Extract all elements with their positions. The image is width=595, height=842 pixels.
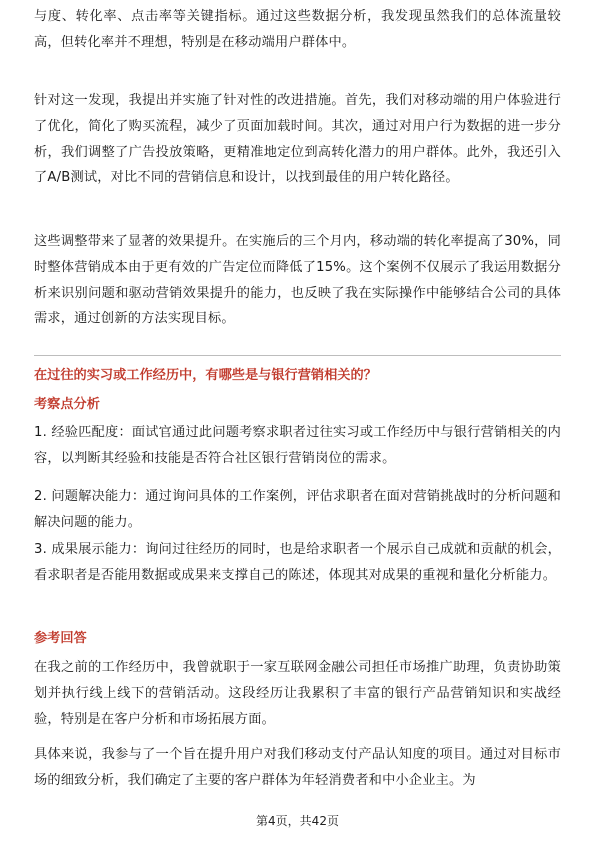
interview-question: 在过往的实习或工作经历中，有哪些是与银行营销相关的？ bbox=[34, 368, 377, 383]
answer-paragraph-1: 在我之前的工作经历中，我曾就职于一家互联网金融公司担任市场推广助理，负责协助策划并执行线上线下的营销活动。这段经历让我累积了丰富的银行产品营销知识和实战经验，特别是在客户分析和市场拓展方面。 bbox=[34, 660, 561, 727]
analysis-item-1: 1. 经验匹配度：面试官通过此问题考察求职者过往实习或工作经历中与银行营销相关的内容，以判断其经验和技能是否符合社区银行营销岗位的需求。 bbox=[34, 425, 561, 466]
analysis-title: 考察点分析 bbox=[34, 397, 100, 412]
intro-paragraph-3: 这些调整带来了显著的效果提升。在实施后的三个月内，移动端的转化率提高了30%，同时整体营销成本由于更有效的广告定位而降低了15%。这个案例不仅展示了我运用数据分析来识别问题和驱动营销效果提升的能力，也反映了我在实际操作中能够结合公司的具体需求，通过创新的方法实现目标。 bbox=[34, 234, 561, 327]
intro-paragraph-1: 与度、转化率、点击率等关键指标。通过这些数据分析，我发现虽然我们的总体流量较高，但转化率并不理想，特别是在移动端用户群体中。 bbox=[34, 9, 561, 50]
page-number: 第4页，共42页 bbox=[256, 814, 339, 828]
section-divider bbox=[34, 355, 561, 356]
analysis-item-3: 3. 成果展示能力：询问过往经历的同时，也是给求职者一个展示自己成就和贡献的机会，看求职者是否能用数据或成果来支撑自己的陈述，体现其对成果的重视和量化分析能力。 bbox=[34, 542, 561, 583]
answer-title: 参考回答 bbox=[34, 631, 87, 646]
answer-paragraph-2: 具体来说，我参与了一个旨在提升用户对我们移动支付产品认知度的项目。通过对目标市场的细致分析，我们确定了主要的客户群体为年轻消费者和中小企业主。为 bbox=[34, 747, 561, 788]
analysis-item-2: 2. 问题解决能力：通过询问具体的工作案例，评估求职者在面对营销挑战时的分析问题和解决问题的能力。 bbox=[34, 489, 561, 530]
intro-paragraph-2: 针对这一发现，我提出并实施了针对性的改进措施。首先，我们对移动端的用户体验进行了优化，简化了购买流程，减少了页面加载时间。其次，通过对用户行为数据的进一步分析，我们调整了广告投放策略，更精准地定位到高转化潜力的用户群体。此外，我还引入了A/B测试，对比不同的营销信息和设计，以找到最佳的用户转化路径。 bbox=[34, 93, 561, 186]
